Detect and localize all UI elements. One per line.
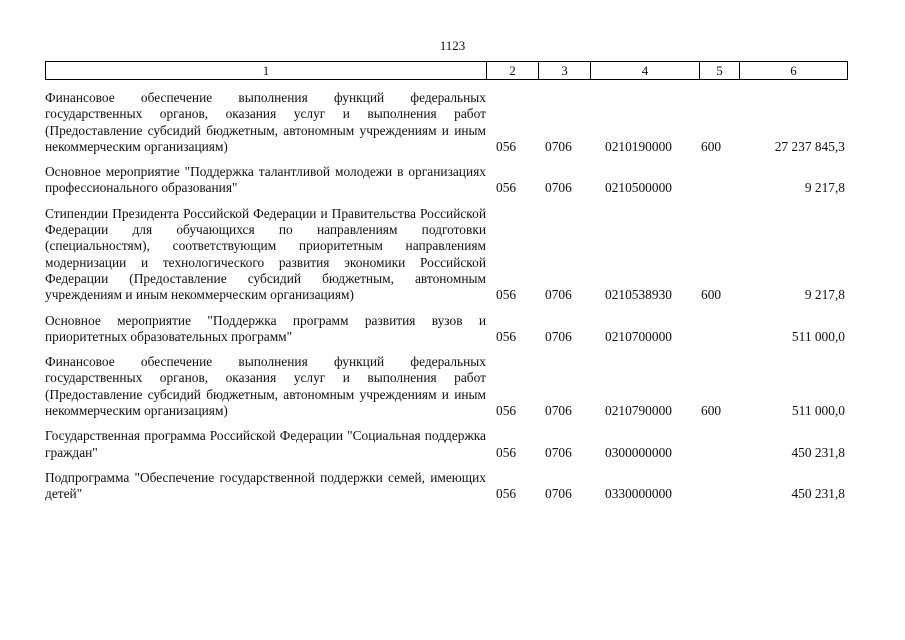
table-row (45, 313, 847, 346)
row-expense-type: 600 (701, 138, 722, 154)
row-ministry-code: 056 (496, 486, 517, 502)
row-description: Государственная программа Российской Федерации "Социальная поддержка граждан" (45, 428, 486, 460)
row-ministry-code: 056 (496, 403, 517, 419)
column-header-table (45, 61, 848, 80)
row-ministry-code: 056 (496, 444, 517, 460)
column-header-2: 2 (487, 62, 539, 80)
row-target-code: 0330000000 (605, 486, 672, 502)
column-header-6: 6 (740, 62, 848, 80)
row-amount: 450 231,8 (791, 444, 845, 460)
row-section-code: 0706 (545, 403, 572, 419)
row-expense-type: 600 (701, 287, 722, 303)
row-section-code: 0706 (545, 486, 572, 502)
row-section-code: 0706 (545, 287, 572, 303)
row-target-code: 0300000000 (605, 444, 672, 460)
row-amount: 9 217,8 (804, 180, 845, 196)
row-description: Подпрограмма "Обеспечение государственной поддержки семей, имеющих детей" (45, 469, 486, 502)
row-ministry-code: 056 (496, 328, 517, 344)
column-header-4: 4 (591, 62, 700, 80)
row-description: Основное мероприятие "Поддержка программ развития вузов и приоритетных образовательных программ" (45, 312, 486, 344)
table-row (45, 428, 847, 461)
column-header-row (46, 62, 848, 80)
row-amount: 27 237 845,3 (774, 138, 845, 154)
row-description: Финансовое обеспечение выполнения функций федеральных государственных органов, оказания услуг и выполнения работ (Предоставление субсидий бюджетным, автономным учреждениям и иным некоммерческим организациям) (45, 354, 486, 419)
row-amount: 511 000,0 (791, 403, 845, 419)
table-row (45, 90, 847, 155)
row-amount: 511 000,0 (791, 328, 845, 344)
table-row (45, 470, 847, 503)
row-ministry-code: 056 (496, 287, 517, 303)
row-ministry-code: 056 (496, 138, 517, 154)
row-description: Основное мероприятие "Поддержка талантливой молодежи в организациях профессионального образования" (45, 164, 486, 196)
table-row (45, 354, 847, 419)
row-section-code: 0706 (545, 444, 572, 460)
row-section-code: 0706 (545, 180, 572, 196)
table-row (45, 206, 847, 304)
column-header-5: 5 (700, 62, 740, 80)
row-target-code: 0210500000 (605, 180, 672, 196)
row-target-code: 0210538930 (605, 287, 672, 303)
column-header-3: 3 (539, 62, 591, 80)
row-target-code: 0210700000 (605, 328, 672, 344)
budget-rows (45, 90, 847, 512)
table-row (45, 164, 847, 197)
row-target-code: 0210790000 (605, 403, 672, 419)
column-header-1: 1 (46, 62, 487, 80)
row-section-code: 0706 (545, 328, 572, 344)
row-amount: 9 217,8 (804, 287, 845, 303)
row-expense-type: 600 (701, 403, 722, 419)
row-ministry-code: 056 (496, 180, 517, 196)
row-description: Стипендии Президента Российской Федерации и Правительства Российской Федерации для обучающихся по направлениям подготовки (специальностям), соответствующим приоритетным направлениям модернизации и технологического развития экономики Российской Федерации (Предоставление субсидий бюджетным, автономным учреждениям и иным некоммерческим организациям) (45, 205, 486, 303)
row-amount: 450 231,8 (791, 486, 845, 502)
row-section-code: 0706 (545, 138, 572, 154)
row-target-code: 0210190000 (605, 138, 672, 154)
row-description: Финансовое обеспечение выполнения функций федеральных государственных органов, оказания услуг и выполнения работ (Предоставление субсидий бюджетным, автономным учреждениям и иным некоммерческим организациям) (45, 90, 486, 154)
page-number: 1123 (439, 38, 466, 53)
